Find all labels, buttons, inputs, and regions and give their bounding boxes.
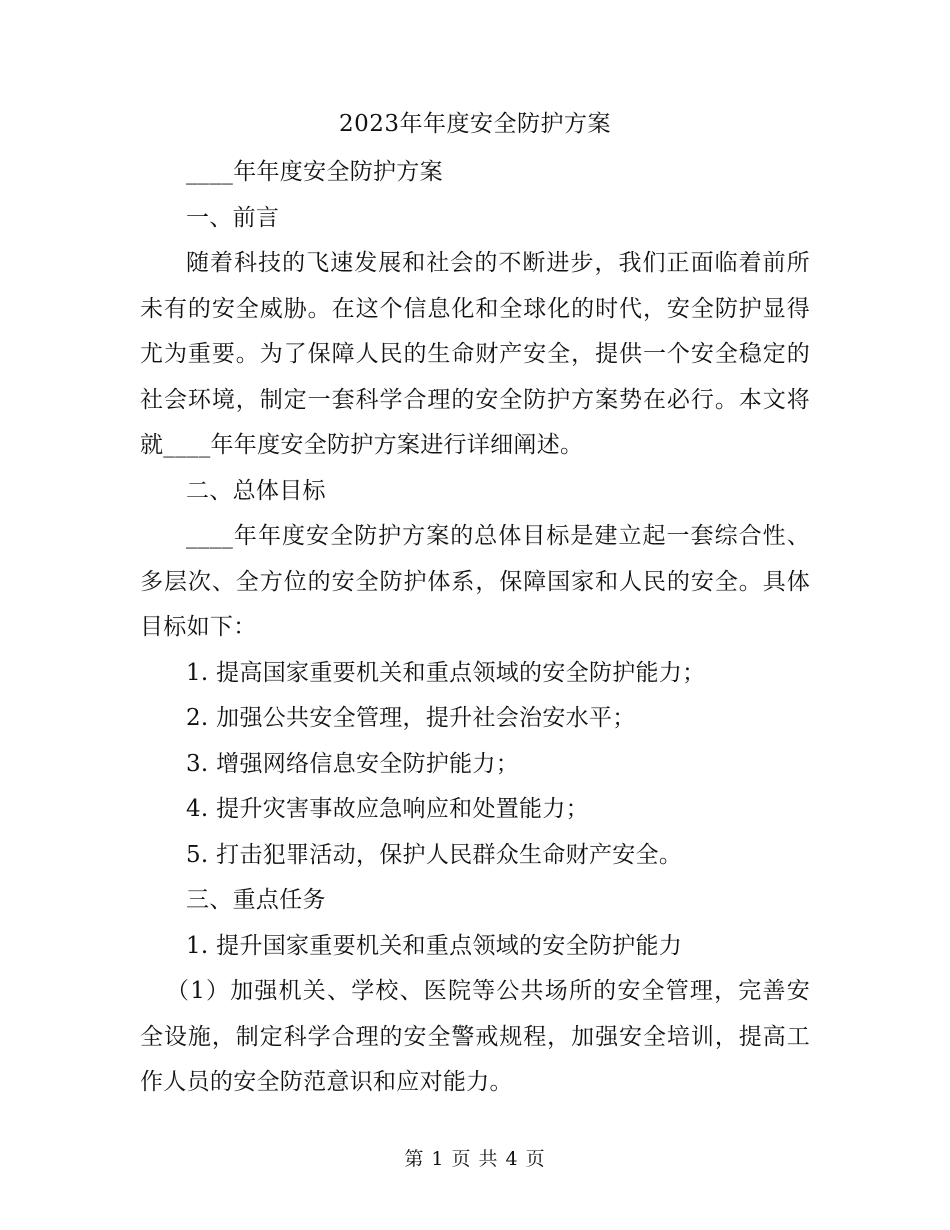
goal-item: 2. 加强公共安全管理，提升社会治安水平； bbox=[186, 705, 636, 731]
page-indicator: 第 1 页 共 4 页 bbox=[404, 1148, 546, 1170]
document-body bbox=[140, 150, 810, 1106]
goal-item: 4. 提升灾害事故应急响应和处置能力； bbox=[186, 796, 589, 822]
paragraph-overall-goals: ____年年度安全防护方案的总体目标是建立起一套综合性、多层次、全方位的安全防护体系，保障国家和人民的安全。具体目标如下： bbox=[140, 523, 810, 640]
goal-item: 1. 提高国家重要机关和重点领域的安全防护能力； bbox=[186, 659, 706, 686]
goal-item: 5. 打击犯罪活动，保护人民群众生命财产安全。 bbox=[186, 841, 683, 868]
goal-item: 3. 增强网络信息安全防护能力； bbox=[186, 750, 520, 777]
paragraph-preface: 随着科技的飞速发展和社会的不断进步，我们正面临着前所未有的安全威胁。在这个信息化和全球化的时代，安全防护显得尤为重要。为了保障人民的生命财产安全，提供一个安全稳定的社会环境，制定一套科学合理的安全防护方案势在必行。本文将就____年年度安全防护方案进行详细阐述。 bbox=[140, 250, 810, 458]
task-paragraph: （1）加强机关、学校、医院等公共场所的安全管理，完善安全设施，制定科学合理的安全警戒规程，加强安全培训，提高工作人员的安全防范意识和应对能力。 bbox=[140, 978, 810, 1095]
section-heading-preface: 一、前言 bbox=[186, 204, 280, 231]
document-subtitle: ____年年度安全防护方案 bbox=[186, 159, 443, 185]
section-heading-overall-goals: 二、总体目标 bbox=[186, 477, 326, 504]
document-title: 2023年年度安全防护方案 bbox=[338, 111, 612, 137]
section-heading-key-tasks: 三、重点任务 bbox=[186, 887, 326, 913]
task-heading: 1. 提升国家重要机关和重点领域的安全防护能力 bbox=[186, 932, 683, 959]
